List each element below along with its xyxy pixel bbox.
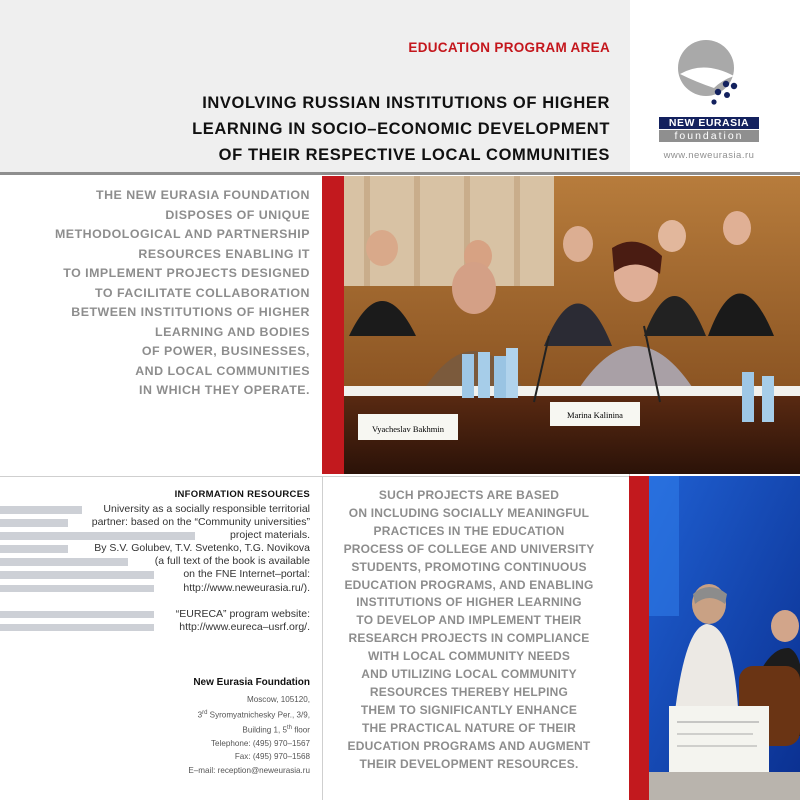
gray-stripe xyxy=(0,611,154,619)
contact-address xyxy=(188,693,310,777)
body-line: WITH LOCAL COMMUNITY NEEDS xyxy=(367,649,571,664)
intro-line: AND LOCAL COMMUNITIES xyxy=(135,363,310,378)
info-line: By S.V. Golubev, T.V. Svetenko, T.G. Novikova xyxy=(0,542,310,555)
logo-wordmark: NEW EURASIA xyxy=(659,117,759,129)
address-street: 3rd Syromyatnichesky Per., 3/9, xyxy=(197,709,310,720)
gray-stripe xyxy=(0,624,154,632)
info-line: project materials. xyxy=(0,529,310,542)
title-line: OF THEIR RESPECTIVE LOCAL COMMUNITIES xyxy=(218,146,610,164)
conference-photo xyxy=(344,176,800,474)
body-line: PRACTICES IN THE EDUCATION xyxy=(373,523,565,538)
page-title xyxy=(130,90,610,168)
contact-email[interactable]: E–mail: reception@neweurasia.ru xyxy=(188,765,310,775)
gray-stripe xyxy=(0,585,154,593)
workshop-photo xyxy=(649,476,800,800)
body-paragraph xyxy=(326,487,612,774)
contact-telephone: Telephone: (495) 970–1567 xyxy=(210,738,310,748)
org-name: New Eurasia Foundation xyxy=(193,677,310,688)
info-line xyxy=(0,595,310,608)
logo-subtitle: foundation xyxy=(659,130,759,142)
intro-line: RESOURCES ENABLING IT xyxy=(138,246,310,261)
intro-line: BETWEEN INSTITUTIONS OF HIGHER xyxy=(71,305,310,319)
red-accent-bar xyxy=(322,176,344,474)
info-line[interactable]: http://www.neweurasia.ru/). xyxy=(0,582,310,595)
body-line: TO DEVELOP AND IMPLEMENT THEIR xyxy=(356,613,582,628)
nameplate-right: Marina Kalinina xyxy=(567,410,623,420)
intro-line: IN WHICH THEY OPERATE. xyxy=(139,383,310,397)
body-line: SUCH PROJECTS ARE BASED xyxy=(378,488,560,502)
intro-paragraph xyxy=(10,186,310,401)
header-divider xyxy=(0,172,800,175)
body-line: THEIR DEVELOPMENT RESOURCES. xyxy=(359,756,579,771)
foundation-logo-icon xyxy=(670,36,750,108)
info-line: on the FNE Internet–portal: xyxy=(0,568,310,581)
contact-fax: Fax: (495) 970–1568 xyxy=(234,752,310,762)
intro-line: LEARNING AND BODIES xyxy=(155,324,310,339)
intro-line: TO FACILITATE COLLABORATION xyxy=(95,285,310,300)
body-line: AND UTILIZING LOCAL COMMUNITY xyxy=(361,667,577,682)
intro-line: OF POWER, BUSINESSES, xyxy=(141,344,310,358)
address-city: Moscow, 105120, xyxy=(247,695,310,704)
title-line: INVOLVING RUSSIAN INSTITUTIONS OF HIGHER xyxy=(202,94,610,112)
intro-line: TO IMPLEMENT PROJECTS DESIGNED xyxy=(63,266,310,280)
body-line: PROCESS OF COLLEGE AND UNIVERSITY xyxy=(343,541,595,556)
body-line: EDUCATION PROGRAMS AND AUGMENT xyxy=(347,738,591,753)
gray-stripe xyxy=(0,571,154,579)
intro-line: METHODOLOGICAL AND PARTNERSHIP xyxy=(54,227,310,241)
info-resources-list xyxy=(0,503,310,634)
body-line: RESEARCH PROJECTS IN COMPLIANCE xyxy=(348,631,590,646)
workshop-photo-illustration xyxy=(649,476,800,800)
gray-stripe xyxy=(0,506,82,514)
address-building: Building 1, 5th floor xyxy=(242,724,310,735)
body-line: RESOURCES THEREBY HELPING xyxy=(369,684,569,699)
body-line: STUDENTS, PROMOTING CONTINUOUS xyxy=(351,559,587,574)
info-line: “EURECA” program website: xyxy=(0,608,310,621)
body-line: ON INCLUDING SOCIALLY MEANINGFUL xyxy=(348,505,590,520)
info-line: (a full text of the book is available xyxy=(0,555,310,568)
info-resources-heading: INFORMATION RESOURCES xyxy=(174,489,310,500)
column-divider xyxy=(322,476,323,800)
body-line: THEM TO SIGNIFICANTLY ENHANCE xyxy=(360,702,578,717)
intro-line: DISPOSES OF UNIQUE xyxy=(165,207,310,222)
info-line: University as a socially responsible territorial xyxy=(0,503,310,516)
title-line: LEARNING IN SOCIO–ECONOMIC DEVELOPMENT xyxy=(192,120,610,138)
gray-stripe xyxy=(0,532,195,540)
gray-stripe xyxy=(0,519,68,527)
conference-photo-illustration xyxy=(344,176,800,474)
website-url[interactable]: www.neweurasia.ru xyxy=(663,150,755,161)
red-accent-bar xyxy=(629,476,649,800)
info-line: partner: based on the “Community universities” xyxy=(0,516,310,529)
nameplate-left: Vyacheslav Bakhmin xyxy=(372,424,444,434)
body-line: EDUCATION PROGRAMS, AND ENABLING xyxy=(344,577,594,592)
program-area-label: EDUCATION PROGRAM AREA xyxy=(408,40,610,55)
body-line: INSTITUTIONS OF HIGHER LEARNING xyxy=(356,595,582,610)
gray-stripe xyxy=(0,545,68,553)
info-line[interactable]: http://www.eureca–usrf.org/. xyxy=(0,621,310,634)
body-line: THE PRACTICAL NATURE OF THEIR xyxy=(361,720,577,735)
intro-line: THE NEW EURASIA FOUNDATION xyxy=(96,188,310,202)
gray-stripe xyxy=(0,558,128,566)
